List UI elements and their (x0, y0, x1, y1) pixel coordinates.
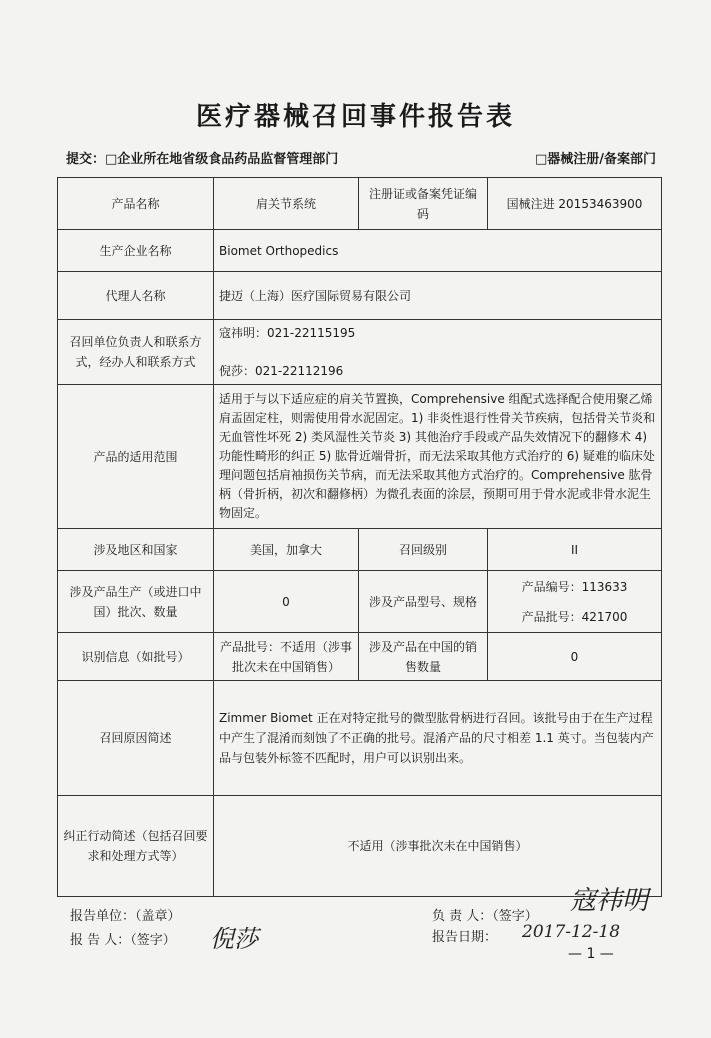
row-product (58, 178, 662, 230)
footer-responsible: 负 责 人：（签字） (432, 909, 538, 924)
footer-reporter: 报 告 人：（签字） (70, 933, 176, 948)
manufacturer-label: 生产企业名称 (58, 230, 214, 272)
product-name-label: 产品名称 (58, 178, 214, 230)
model-line-2: 产品批号：421700 (521, 609, 628, 624)
product-name-value: 肩关节系统 (214, 178, 359, 230)
row-manufacturer (58, 230, 662, 272)
model-label: 涉及产品型号、规格 (359, 571, 488, 633)
reporter-signature: 倪莎 (210, 925, 258, 953)
footer-unit: 报告单位：（盖章） (70, 909, 181, 924)
contact-line-1: 寇祎明：021-22115195 (219, 326, 356, 340)
manufacturer-value: Biomet Orthopedics (214, 230, 662, 272)
scope-label: 产品的适用范围 (58, 385, 214, 529)
model-value (488, 571, 662, 633)
footer-date-label: 报告日期： (432, 930, 498, 945)
row-agent (58, 272, 662, 320)
row-reason (58, 681, 662, 796)
row-id (58, 633, 662, 681)
scope-value: 适用于与以下适应症的肩关节置换，Comprehensive 组配式选择配合使用聚乙烯肩盂固定柱，则需使用骨水泥固定。1) 非炎性退行性骨关节疾病，包括骨关节炎和无血管性坏死 2) 类风湿性关节炎 3) 其他治疗手段或产品失效情况下的翻修术 4) 功能性畸形的纠正 5) 肱骨近端骨折，而无法采取其他方式治疗的 6) 疑难的临床处理问题包括肩袖损伤关节病，而无法采取其他方式治疗的。Comprehensive 肱骨柄（骨折柄，初次和翻修柄）为微孔表面的涂层，预期可用于骨水泥或非骨水泥生物固定。 (214, 385, 662, 529)
submit-row (66, 148, 656, 167)
batch-value: 0 (214, 571, 359, 633)
reason-value: Zimmer Biomet 正在对特定批号的微型肱骨柄进行召回。该批号由于在生产过程中产生了混淆而刻蚀了不正确的批号。混淆产品的尺寸相差 1.1 英寸。当包装内产品与包装外标签不匹配时，用户可以识别出来。 (214, 681, 662, 796)
action-value: 不适用（涉事批次未在中国销售） (214, 796, 662, 897)
sales-value: 0 (488, 633, 662, 681)
agent-value: 捷迈（上海）医疗国际贸易有限公司 (214, 272, 662, 320)
region-value: 美国，加拿大 (214, 529, 359, 571)
region-label: 涉及地区和国家 (58, 529, 214, 571)
action-label: 纠正行动简述（包括召回要求和处理方式等） (58, 796, 214, 897)
submit-left: 提交：□企业所在地省级食品药品监督管理部门 (66, 152, 339, 167)
row-batch (58, 571, 662, 633)
row-region (58, 529, 662, 571)
row-scope (58, 385, 662, 529)
reason-label: 召回原因简述 (58, 681, 214, 796)
responsible-signature: 寇祎明 (570, 886, 649, 916)
contact-line-2: 倪莎：021-22112196 (219, 364, 344, 378)
level-value: II (488, 529, 662, 571)
reg-no-value: 国械注进 20153463900 (488, 178, 662, 230)
agent-label: 代理人名称 (58, 272, 214, 320)
model-line-1: 产品编号：113633 (521, 579, 628, 594)
page-number: — 1 — (568, 946, 614, 962)
report-date: 2017-12-18 (522, 922, 621, 942)
reg-label: 注册证或备案凭证编码 (359, 178, 488, 230)
contact-value (214, 320, 662, 385)
contact-label: 召回单位负责人和联系方式，经办人和联系方式 (58, 320, 214, 385)
recall-form-table (57, 177, 662, 897)
batch-label: 涉及产品生产（或进口中国）批次、数量 (58, 571, 214, 633)
row-contact (58, 320, 662, 385)
id-label: 识别信息（如批号） (58, 633, 214, 681)
sales-label: 涉及产品在中国的销售数量 (359, 633, 488, 681)
id-value: 产品批号：不适用（涉事批次未在中国销售） (214, 633, 359, 681)
page-title: 医疗器械召回事件报告表 (195, 102, 515, 132)
submit-right: □器械注册/备案部门 (534, 152, 656, 167)
level-label: 召回级别 (359, 529, 488, 571)
